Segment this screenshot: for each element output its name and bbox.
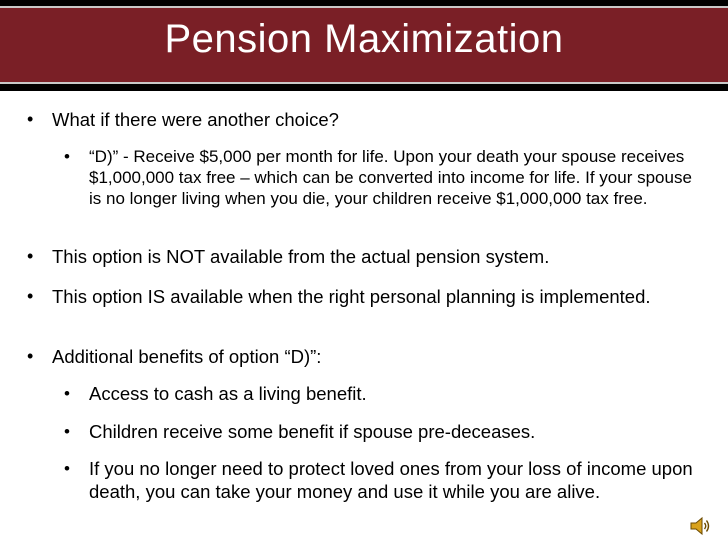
sub-bullet-item [64,457,699,503]
bullet-icon: • [64,384,70,403]
bullet-icon: • [64,459,70,478]
bullet-item [27,285,672,308]
bullet-icon: • [27,246,34,266]
sub-bullet-item [64,382,699,405]
bullet-text: What if there were another choice? [52,109,339,130]
bullet-item [27,245,672,268]
bullet-item [27,345,672,368]
bullet-icon: • [64,422,70,441]
bullet-icon: • [64,147,70,166]
bullet-item [27,108,672,131]
sub-bullet-text: Children receive some benefit if spouse pre-deceases. [89,421,536,442]
bullet-icon: • [27,109,34,129]
speaker-icon[interactable] [688,514,712,538]
slide-title: Pension Maximization [164,17,564,61]
sub-bullet-text: If you no longer need to protect loved ones from your loss of income upon death, you can take your money and use it while you are alive. [89,458,693,502]
bullet-text: Additional benefits of option “D)”: [52,346,322,367]
title-bar [0,0,728,91]
sub-bullet-item [64,420,699,443]
sub-bullet-text: “D)” - Receive $5,000 per month for life. Upon your death your spouse receives $1,000,000 tax free – which can be converted into income for life. If your spouse is no longer living when you die, your children receive $1,000,000 tax free. [89,147,692,208]
sub-bullet-item [64,146,699,209]
bullet-icon: • [27,346,34,366]
bullet-text: This option is NOT available from the actual pension system. [52,246,550,267]
bullet-text: This option IS available when the right personal planning is implemented. [52,286,651,307]
bullet-icon: • [27,286,34,306]
sub-bullet-text: Access to cash as a living benefit. [89,383,367,404]
